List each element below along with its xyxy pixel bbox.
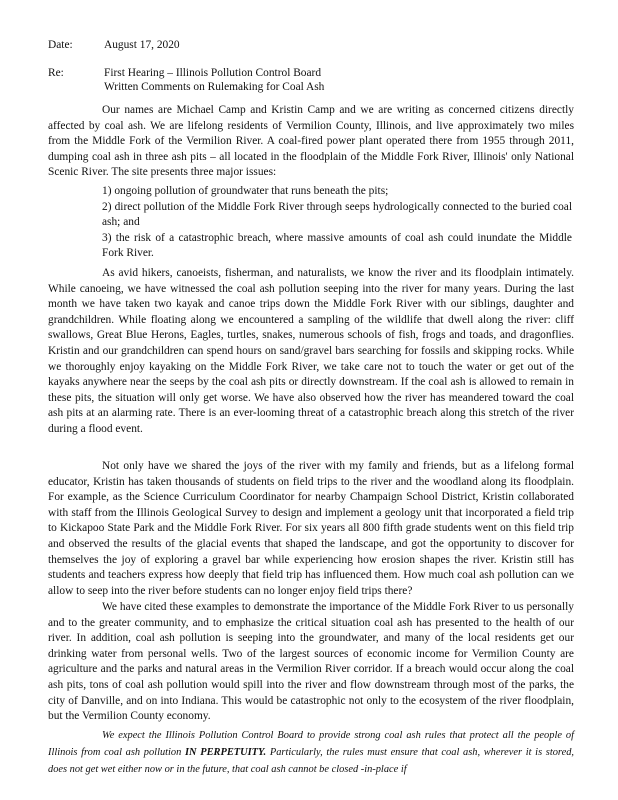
importance-paragraph: We have cited these examples to demonstrate the importance of the Middle Fork River to us personally and to the greater community, and to emphasize the critical situation coal ash has presented to the health of our river. In addition, coal ash pollution is seeping into the groundwater, and many of the local residents get our drinking water from personal wells. Two of the largest sources of economic income for Vermilion County are agriculture and the parks and natural areas in the Vermilion River corridor. If a breach would occur along the coal ash pits, tons of coal ash pollution would spill into the river and flow downstream through most of the parks, the city of Danville, and on into Indiana. This would be catastrophic not only to the ecosystem of the river floodplain, but the Vermilion County economy. — [48, 601, 574, 723]
subject-line-1: First Hearing – Illinois Pollution Control Board — [104, 67, 322, 79]
subject-block — [104, 66, 324, 94]
list-item: 3) the risk of a catastrophic breach, where massive amounts of coal ash could inundate the Middle Fork River. — [102, 231, 572, 260]
hikers-paragraph: As avid hikers, canoeists, fisherman, and naturalists, we know the river and its floodplain intimately. While canoeing, we have witnessed the coal ash pollution seeping into the river for many years. During the last month we have taken two kayak and canoe trips down the Middle Fork River with our siblings, daughter and grandchildren. While floating along we encountered a sampling of the wildlife that dwell along the river: cliff swallows, Great Blue Herons, Eagles, turtles, snakes, numerous schools of fish, frogs and toads, and dragonflies. Kristin and our grandchildren can spend hours on sand/gravel bars searching for fossils and skipping rocks. While we thoroughly enjoy kayaking on the Middle Fork River, we take care not to touch the water or get out of the kayaks anywhere near the seeps by the coal ash pits or directly downstream. If the coal ash is allowed to remain in these pits, the situation will only get worse. We have also observed how the river has meandered toward the coal ash pits at an alarming rate. There is an ever-looming threat of a catastrophic breach along this stretch of the river during a flood event. — [48, 267, 574, 435]
date-label: Date: — [48, 39, 73, 51]
date-line — [48, 38, 180, 52]
subject-line-2: Written Comments on Rulemaking for Coal Ash — [104, 81, 325, 93]
intro-paragraph: Our names are Michael Camp and Kristin Camp and we are writing as concerned citizens directly affected by coal ash. We are lifelong residents of Vermilion County, Illinois, and live approximately two miles from the Middle Fork of the Vermilion River. A coal-fired power plant operated there from 1955 through 2011, dumping coal ash in three ash pits – all located in the floodplain of the Middle Fork River, Illinois' only National Scenic River. The site presents three major issues: — [48, 104, 574, 179]
list-item: 2) direct pollution of the Middle Fork River through seeps hydrologically connected to the buried coal ash; and — [102, 200, 572, 229]
re-label: Re: — [48, 67, 64, 79]
closing-paragraph: We expect the Illinois Pollution Control Board to provide strong coal ash rules that protect all the people of Illinois from coal ash pollution IN PERPETUITY. Particularly, the rules must ensure that coal ash, wherever it is stored, does not get wet either now or in the future, that coal ash cannot be closed -in-place if — [48, 730, 574, 775]
emphasis-text: IN PERPETUITY. — [185, 747, 267, 758]
date-value: August 17, 2020 — [104, 39, 180, 51]
educator-paragraph: Not only have we shared the joys of the river with my family and friends, but as a lifelong formal educator, Kristin has taken thousands of students on field trips to the river and the woodland along its floodplain. For example, as the Science Curriculum Coordinator for nearby Champaign School District, Kristin collaborated with staff from the Illinois Geological Survey to design and implement a geology unit that incorporated a field trip to Kickapoo State Park and the Middle Fork River. For six years all 800 fifth grade students went on this field trip and observed the results of the glacial events that shaped the landscape, and got the opportunity to discover for themselves the joy of exploring a gravel bar while experiencing how erosion shapes the river. Kristin still has students and teachers express how deeply that field trip has influenced them. How much coal ash pollution can we allow to seep into the river before students can no longer enjoy field trips there? — [48, 460, 574, 597]
issues-list — [102, 184, 572, 262]
list-item: 1) ongoing pollution of groundwater that runs beneath the pits; — [102, 185, 389, 197]
